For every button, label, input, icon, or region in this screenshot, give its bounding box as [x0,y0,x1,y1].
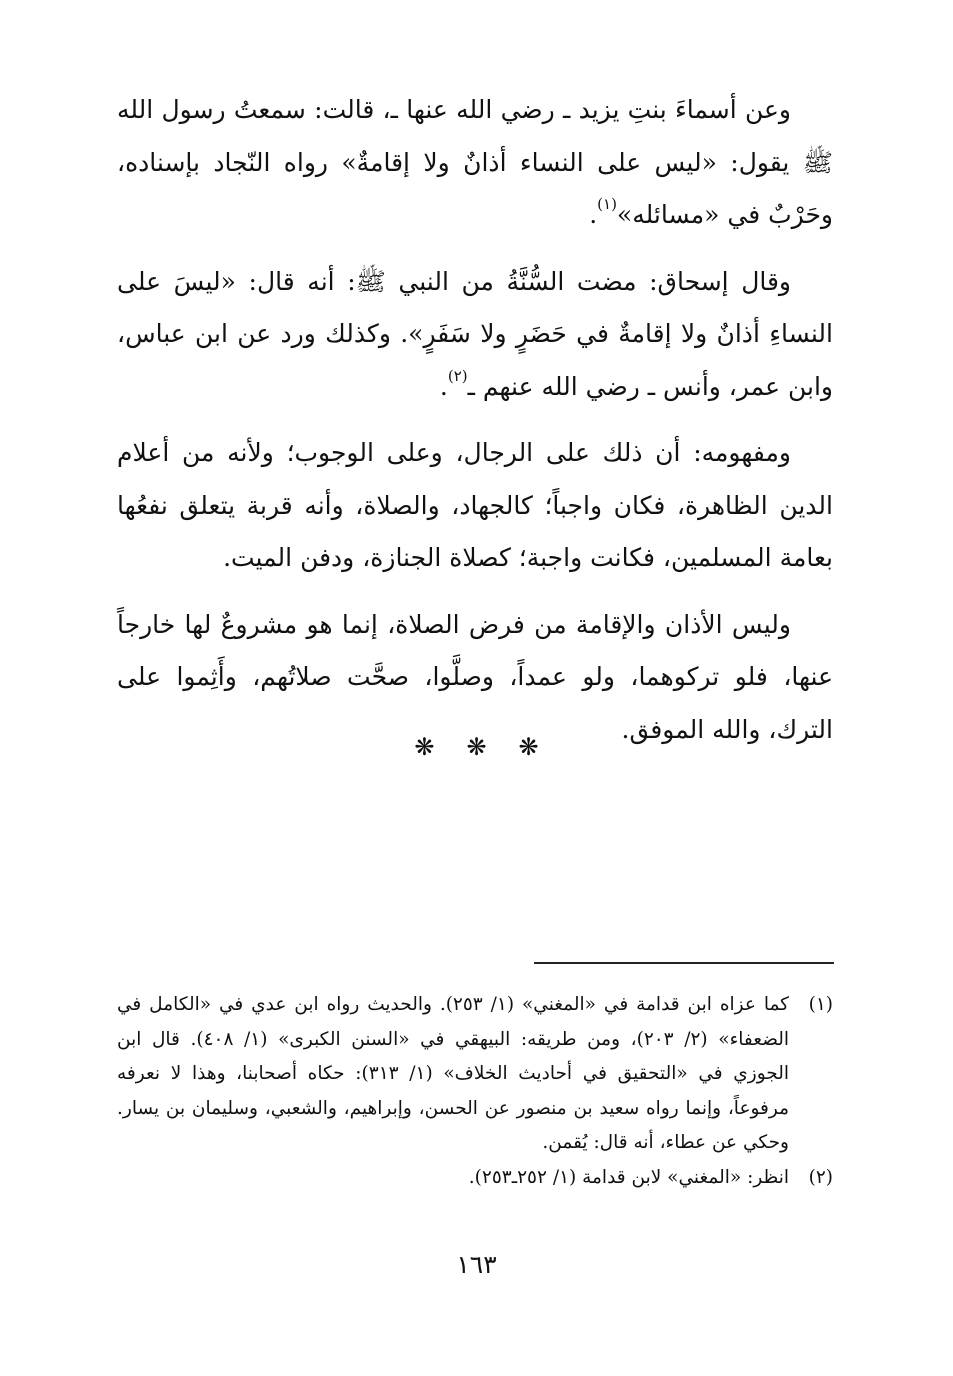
footnote-text: كما عزاه ابن قدامة في «المغني» (١/ ٢٥٣). والحديث رواه ابن عدي في «الكامل في الضعفاء» (٢/ ٢٠٣)، ومن طريقه: البيهقي في «السنن الكبرى» (١/ ٤٠٨). قال ابن الجوزي في «التحقيق في أحاديث الخلاف» (١/ ٣١٣): حكاه أصحابنا، وهذا لا نعرفه مرفوعاً، وإنما رواه سعيد بن منصور عن الحسن، وإبراهيم، والشعبي، وسليمان بن يسار. وحكي عن عطاء، أنه قال: يُقمن. [117,994,790,1153]
paragraph-text: ومفهومه: أن ذلك على الرجال، وعلى الوجوب؛ ولأنه من أعلام الدين الظاهرة، فكان واجباً؛ كالجهاد، والصلاة، وأنه قربة يتعلق نفعُها بعامة المسلمين، فكانت واجبة؛ كصلاة الجنازة، ودفن الميت. [117,438,833,572]
paragraph-text: وعن أسماءَ بنتِ يزيد ـ رضي الله عنها ـ، قالت: سمعتُ رسول الله ﷺ يقول: «ليس على النساء أذانٌ ولا إقامةٌ» رواه النّجاد بإسناده، وحَرْبٌ في «مسائله» [117,95,833,229]
paragraph-text: وليس الأذان والإقامة من فرض الصلاة، إنما هو مشروعٌ لها خارجاً عنها، فلو تركوهما، ولو عمداً، وصلَّوا، صحَّت صلاتُهم، وأَثِموا على الترك، والله الموفق. [117,609,833,744]
separator-star-icon: ❋ [518,733,539,761]
paragraph [117,427,833,585]
paragraph-tail: . [439,371,448,401]
footnote-item [117,988,833,1161]
paragraph [117,84,833,242]
footnote-item [117,1161,833,1196]
paragraph-tail: . [589,200,598,229]
section-separator [0,733,953,761]
separator-star-icon: ❋ [466,733,487,761]
paragraph-text: وقال إسحاق: مضت السُّنَّةُ من النبي ﷺ: أنه قال: «ليسَ على النساءِ أذانٌ ولا إقامةٌ في حَضَرٍ ولا سَفَرٍ». وكذلك ورد عن ابن عباس، وابن عمر، وأنس ـ رضي الله عنهم ـ [117,266,833,401]
footnotes [117,988,833,1195]
separator-star-icon: ❋ [414,733,435,761]
footnote-number: (٢) [808,1166,833,1188]
main-text [117,84,833,756]
footnote-reference: (٢) [447,366,468,385]
page-number: ١٦٣ [456,1250,497,1279]
paragraph [117,256,833,414]
footnote-reference: (١) [597,195,617,213]
footnote-number: (١) [808,994,833,1015]
footnote-text: انظر: «المغني» لابن قدامة (١/ ٢٥٢ـ٢٥٣). [468,1166,789,1188]
footnote-divider [534,962,834,964]
